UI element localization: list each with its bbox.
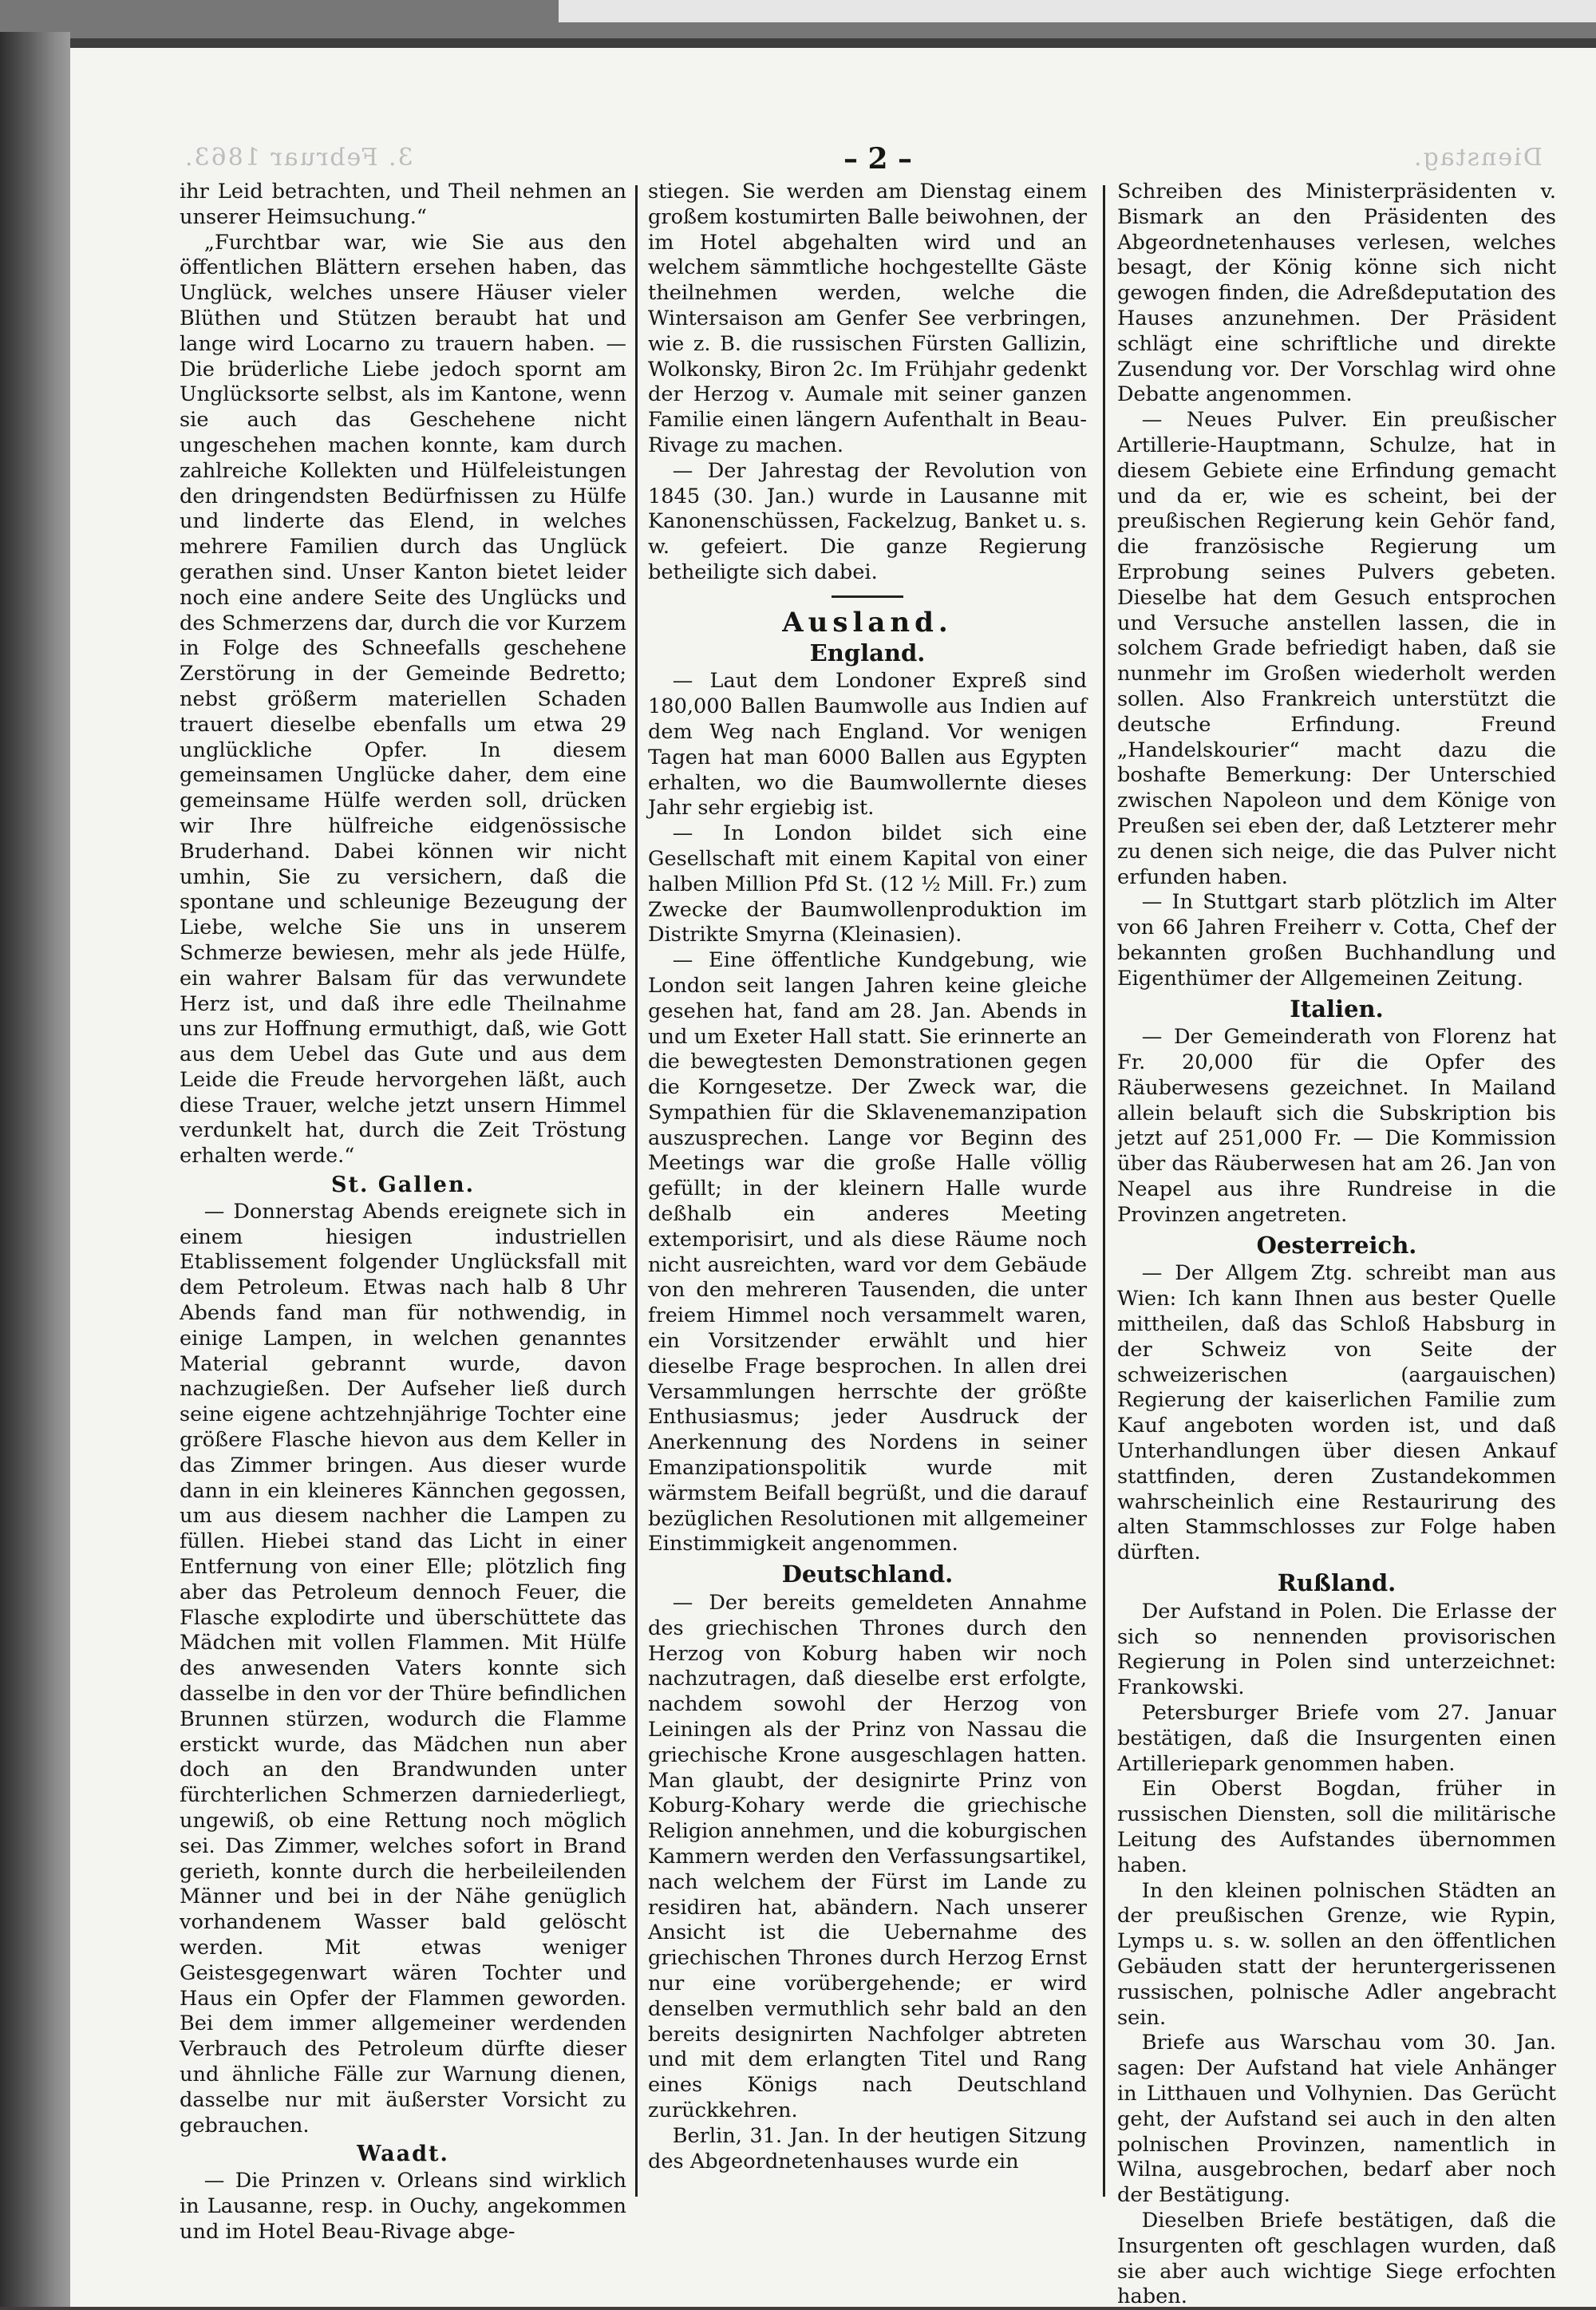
article-paragraph: — Der Gemeinderath von Florenz hat Fr. 20,000 für die Opfer des Räuberwesens gezeichnet. In Mailand allein belauft sich die Subskription bis jetzt auf 251,000 Fr. — Die Kommission über das Räuberwesen hat am 26. Jan von Neapel aus ihre Rundreise in die Provinzen angetreten. — [1117, 1025, 1556, 1227]
section-heading-st-gallen: St. Gallen. — [330, 1173, 476, 1198]
article-paragraph: — Neues Pulver. Ein preußischer Artillerie-Hauptmann, Schulze, hat in diesem Gebiete eine Erfindung gemacht und da er, wie es scheint, bei der preußischen Regierung kein Gehör fand, die französische Regierung um Erprobung seines Pulvers gebeten. Dieselbe hat dem Gesuch entsprochen und Versuche anstellen lassen, die in solchem Grade befriedigt haben, daß sie nunmehr im Großen wiederholt werden sollen. Also Frankreich unterstützt die deutsche Erfindung. Freund „Handelskourier“ macht dazu die boshafte Bemerkung: Der Unterschied zwischen Napoleon und dem Könige von Preußen sei eben der, daß Letzterer mehr zu denen sich neige, die das Pulver nicht erfunden haben. — [1117, 408, 1556, 889]
column-3 — [1117, 180, 1556, 2310]
section-heading-russland: Rußland. — [1277, 1569, 1396, 1597]
article-paragraph: — Eine öffentliche Kundgebung, wie London seit langen Jahren keine gleiche gesehen hat, fand am 28. Jan. Abends in und um Exeter Hall statt. Sie erinnerte an die bewegtesten Demonstrationen gegen die Korngesetze. Der Zweck war, die Sympathien für die Sklavenemanzipation auszusprechen. Lange vor Beginn des Meetings war die große Halle völlig gefüllt; in der kleinern Halle wurde deßhalb ein anderes Meeting extemporisirt, und als diese Räume noch nicht ausreichten, ward vor dem Gebäude von den mehreren Tausenden, die unter freiem Himmel noch versammelt waren, ein Vorsitzender erwählt und hier dieselbe Frage besprochen. In allen drei Versammlungen herrschte der größte Enthusiasmus; jeder Ausdruck der Anerkennung des Nordens in seiner Emanzipationspolitik wurde mit wärmstem Beifall begrüßt, und die darauf bezüglichen Resolutionen mit allgemeiner Einstimmigkeit angenommen. — [648, 948, 1087, 1556]
scan-top-light — [559, 0, 1596, 22]
section-heading-italien: Italien. — [1290, 995, 1384, 1022]
column-rule-right — [1103, 185, 1105, 2197]
book-spine — [0, 32, 70, 2307]
article-paragraph: Dieselben Briefe bestätigen, daß die Insurgenten oft geschlagen wurden, daß sie aber auch wichtige Siege erfochten haben. — [1117, 2208, 1556, 2309]
article-paragraph: — Der Allgem Ztg. schreibt man aus Wien: Ich kann Ihnen aus bester Quelle mittheilen, daß das Schloß Habsburg in der Schweiz von Seite der schweizerischen (aargauischen) Regierung der kaiserlichen Familie zum Kauf angeboten worden ist, und daß Unterhandlungen über diesen Ankauf stattfinden, deren Zustandekommen wahrscheinlich eine Restaurirung des alten Stammschlosses zur Folge haben dürften. — [1117, 1261, 1556, 1565]
article-paragraph: stiegen. Sie werden am Dienstag einem großem kostumirten Balle beiwohnen, der im Hotel abgehalten wird und an welchem sämmtliche hochgestellte Gäste theilnehmen werden, welche die Wintersaison am Genfer See verbringen, wie z. B. die russischen Fürsten Gallizin, Wolkonsky, Biron 2c. Im Frühjahr gedenkt der Herzog v. Aumale mit seiner ganzen Familie einen längern Aufenthalt in Beau-Rivage zu machen. — [648, 180, 1087, 457]
article-paragraph: — In London bildet sich eine Gesellschaft mit einem Kapital von einer halben Million Pfd St. (12 ½ Mill. Fr.) zum Zwecke der Baumwollenproduktion im Distrikte Smyrna (Kleinasien). — [648, 821, 1087, 947]
article-paragraph: Schreiben des Ministerpräsidenten v. Bismark an den Präsidenten des Abgeordnetenhauses verlesen, welches besagt, der König könne sich nicht gewogen finden, die Adreßdeputation des Hauses anzunehmen. Der Präsident schlägt eine schriftliche und direkte Zusendung vor. Der Vorschlag wird ohne Debatte angenommen. — [1117, 180, 1556, 407]
article-paragraph: — Donnerstag Abends ereignete sich in einem hiesigen industriellen Etablissement folgender Unglücksfall mit dem Petroleum. Etwas nach halb 8 Uhr Abends fand man für nothwendig, in einige Lampen, in welchen genanntes Material gebrannt wurde, davon nachzugießen. Der Aufseher ließ durch seine eigene achtzehnjährige Tochter eine größere Flasche hievon aus dem Keller in das Zimmer bringen. Aus dieser wurde dann in ein kleineres Kännchen gegossen, um aus diesem nachher die Lampen zu füllen. Hiebei stand das Licht in einer Entfernung von einer Elle; plötzlich fing aber das Petroleum dennoch Feuer, die Flasche explodirte und überschüttete das Mädchen mit vollen Flammen. Mit Hülfe des anwesenden Vaters konnte sich dasselbe in den vor der Thüre befindlichen Brunnen stürzen, wodurch die Flamme erstickt wurde, das Mädchen nun aber doch an den Brandwunden unter fürchterlichen Schmerzen darniederliegt, ungewiß, ob eine Rettung noch möglich sei. Das Zimmer, welches sofort in Brand gerieth, konnte durch die herbeileilenden Männer und bei in der Nähe genüglich vorhandenem Wasser bald gelöscht werden. Mit etwas weniger Geistesgegenwart wären Tochter und Haus ein Opfer der Flammen geworden. Bei dem immer allgemeiner werdenden Verbrauch des Petroleum dürfte dieser und ähnliche Fälle zur Warnung dienen, dasselbe nur mit äußerster Vorsicht zu gebrauchen. — [180, 1199, 626, 2138]
section-heading-deutschland: Deutschland. — [781, 1560, 954, 1588]
article-paragraph: — Die Prinzen v. Orleans sind wirklich in Lausanne, resp. in Ouchy, angekommen und im Hotel Beau-Rivage abge- — [180, 2169, 626, 2244]
article-paragraph: — Der bereits gemeldeten Annahme des griechischen Thrones durch den Herzog von Koburg haben wir noch nachzutragen, daß dieselbe erst erfolgte, nachdem sowohl der Herzog von Leiningen als der Prinz von Nassau die griechische Krone ausgeschlagen hatten. Man glaubt, der designirte Prinz von Koburg-Kohary werde die griechische Religion annehmen, und die koburgischen Kammern werden den Verfassungsartikel, nach welchem der Fürst im Lande zu residiren hat, abändern. Nach unserer Ansicht ist die Uebernahme des griechischen Thrones durch Herzog Ernst nur eine vorübergehende; er wird denselben vermuthlich sehr bald an den bereits designirten Nachfolger abtreten und mit dem erlangten Titel und Rang eines Königs nach Deutschland zurückkehren. — [648, 1591, 1087, 2122]
article-paragraph: ihr Leid betrachten, und Theil nehmen an unserer Heimsuchung.“ — [180, 180, 626, 229]
article-paragraph: In den kleinen polnischen Städten an der preußischen Grenze, wie Rypin, Lymps u. s. w. sollen an den öffentlichen Gebäuden statt der heruntergerissenen russischen, polnische Adler angebracht sein. — [1117, 1878, 1556, 2030]
section-heading-oesterreich: Oesterreich. — [1256, 1231, 1417, 1259]
article-paragraph: — Der Jahrestag der Revolution von 1845 (30. Jan.) wurde in Lausanne mit Kanonenschüssen, Fackelzug, Banket u. s. w. gefeiert. Die ganze Regierung betheiligte sich dabei. — [648, 458, 1087, 584]
article-paragraph: Berlin, 31. Jan. In der heutigen Sitzung des Abgeordnetenhauses wurde ein — [648, 2123, 1087, 2174]
separator-rule — [832, 595, 903, 598]
column-1 — [180, 180, 626, 2245]
section-heading-england: England. — [809, 639, 926, 666]
article-paragraph: Petersburger Briefe vom 27. Januar bestätigen, daß die Insurgenten einen Artilleriepark genommen haben. — [1117, 1701, 1556, 1776]
article-paragraph: — In Stuttgart starb plötzlich im Alter von 66 Jahren Freiherr v. Cotta, Chef der bekannten großen Buchhandlung und Eigenthümer der Allgemeinen Zeitung. — [1117, 890, 1556, 991]
article-paragraph: — Laut dem Londoner Expreß sind 180,000 Ballen Baumwolle aus Indien auf dem Weg nach England. Vor wenigen Tagen hat man 6000 Ballen aus Egypten erhalten, wo die Baumwollernte dieses Jahr sehr ergiebig ist. — [648, 669, 1087, 821]
section-heading-waadt: Waadt. — [357, 2142, 449, 2167]
article-paragraph: Briefe aus Warschau vom 30. Jan. sagen: Der Aufstand hat viele Anhänger in Litthauen und Volhynien. Das Gerücht geht, der Aufstand sei auch in den alten polnischen Provinzen, namentlich in Wilna, ausgebrochen, bedarf aber noch der Bestätigung. — [1117, 2031, 1556, 2208]
page-number: – 2 – — [843, 142, 913, 176]
bleedthrough-day: Dienstag. — [1412, 144, 1543, 172]
article-paragraph: Ein Oberst Bogdan, früher in russischen Diensten, soll die militärische Leitung des Aufstandes übernommen haben. — [1117, 1777, 1556, 1877]
column-2 — [648, 180, 1087, 2174]
column-rule-left — [635, 185, 638, 2197]
article-paragraph: „Furchtbar war, wie Sie aus den öffentlichen Blättern ersehen haben, das Unglück, welches unsere Häuser vieler Blüthen und Stützen beraubt hat und lange wird Locarno zu trauern haben. — Die brüderliche Liebe jedoch spornt am Unglücksorte selbst, als im Kantone, wenn sie auch das Geschehene nicht ungeschehen machen konnte, kam durch zahlreiche Kollekten und Hülfeleistungen den dringendsten Bedürfnissen zu Hülfe und linderte das Elend, in welches mehrere Familien durch das Unglück gerathen sind. Unser Kanton bietet leider noch eine andere Seite des Unglücks und des Schmerzens dar, durch die vor Kurzem in Folge des Schneefalls geschehene Zerstörung in der Gemeinde Bedretto; nebst größerm materiellen Schaden trauert dieselbe ebenfalls um etwa 29 unglückliche Opfer. In diesem gemeinsamen Unglücke daher, dem eine gemeinsame Hülfe werden soll, drücken wir Ihre hülfreiche eidgenössische Bruderhand. Dabei können wir nicht umhin, Sie zu versichern, daß die spontane und schleunige Bezeugung der Liebe, welche Sie uns in unserem Schmerze bewiesen, mehr als jede Hülfe, ein wahrer Balsam für das verwundete Herz ist, und daß ihre edle Theilnahme uns zur Hoffnung ermuthigt, daß, wie Gott aus dem Uebel das Gute und aus dem Leide die Freude hervorgehen läßt, auch diese Trauer, welche jetzt unsern Himmel verdunkelt hat, durch die Zeit Tröstung erhalten werde.“ — [180, 230, 626, 1169]
bleedthrough-date: 3. Februar 1863. — [184, 144, 413, 172]
article-paragraph: Der Aufstand in Polen. Die Erlasse der sich so nennenden provisorischen Regierung in Polen sind unterzeichnet: Frankowski. — [1117, 1599, 1556, 1700]
section-heading-ausland: Ausland. — [782, 606, 953, 639]
scan-top-edge — [0, 0, 1596, 38]
